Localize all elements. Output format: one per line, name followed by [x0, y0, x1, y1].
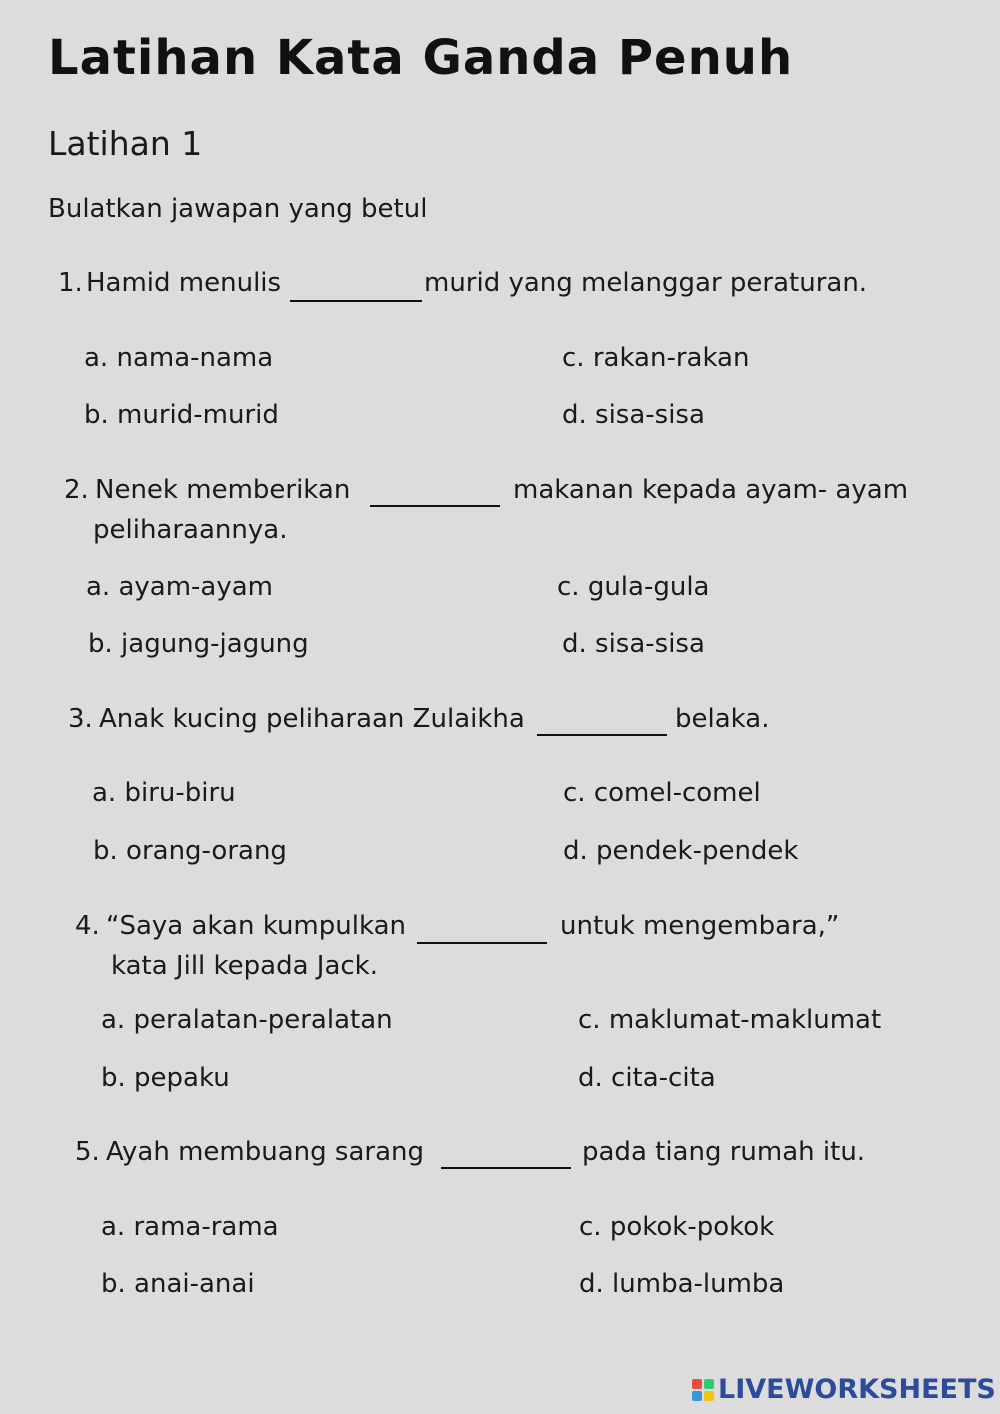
- option-d[interactable]: d. pendek-pendek: [563, 836, 799, 866]
- answer-blank: [537, 734, 667, 736]
- question-text-after: untuk mengembara,”: [560, 911, 840, 941]
- option-c[interactable]: c. comel-comel: [563, 778, 761, 808]
- question-text-before: Anak kucing peliharaan Zulaikha: [99, 704, 525, 734]
- option-c[interactable]: c. rakan-rakan: [562, 343, 750, 373]
- question-text-after: murid yang melanggar peraturan.: [424, 268, 868, 298]
- question-text-after: makanan kepada ayam- ayam: [513, 475, 909, 505]
- question-text-before: “Saya akan kumpulkan: [106, 911, 406, 941]
- option-b[interactable]: b. pepaku: [101, 1063, 230, 1093]
- question-text-after: belaka.: [675, 704, 770, 734]
- liveworksheets-logo[interactable]: [692, 1374, 996, 1405]
- option-c[interactable]: c. maklumat-maklumat: [578, 1005, 882, 1035]
- option-b[interactable]: b. anai-anai: [101, 1269, 255, 1299]
- exercise-subtitle: Latihan 1: [48, 124, 203, 163]
- option-a[interactable]: a. peralatan-peralatan: [101, 1005, 393, 1035]
- instruction-text: Bulatkan jawapan yang betul: [48, 194, 428, 224]
- option-d[interactable]: d. cita-cita: [578, 1063, 716, 1093]
- question-number: 2.: [64, 475, 89, 505]
- question-number: 1.: [58, 268, 83, 298]
- option-a[interactable]: a. biru-biru: [92, 778, 236, 808]
- question-number: 4.: [75, 911, 100, 941]
- question-text-continuation: peliharaannya.: [93, 515, 288, 545]
- answer-blank: [290, 300, 422, 302]
- logo-text: LIVEWORKSHEETS: [718, 1374, 996, 1405]
- option-d[interactable]: d. sisa-sisa: [562, 400, 705, 430]
- answer-blank: [441, 1167, 571, 1169]
- answer-blank: [370, 505, 500, 507]
- option-b[interactable]: b. jagung-jagung: [88, 629, 309, 659]
- option-c[interactable]: c. gula-gula: [557, 572, 710, 602]
- option-c[interactable]: c. pokok-pokok: [579, 1212, 775, 1242]
- option-a[interactable]: a. nama-nama: [84, 343, 274, 373]
- logo-grid-icon: [692, 1379, 714, 1401]
- option-a[interactable]: a. ayam-ayam: [86, 572, 274, 602]
- option-d[interactable]: d. sisa-sisa: [562, 629, 705, 659]
- question-number: 5.: [75, 1137, 100, 1167]
- answer-blank: [417, 942, 547, 944]
- option-a[interactable]: a. rama-rama: [101, 1212, 279, 1242]
- question-text-continuation: kata Jill kepada Jack.: [111, 951, 379, 981]
- question-text-before: Nenek memberikan: [95, 475, 351, 505]
- question-text-after: pada tiang rumah itu.: [582, 1137, 866, 1167]
- page-title: Latihan Kata Ganda Penuh: [48, 30, 794, 86]
- option-b[interactable]: b. orang-orang: [93, 836, 287, 866]
- question-number: 3.: [68, 704, 93, 734]
- option-b[interactable]: b. murid-murid: [84, 400, 279, 430]
- option-d[interactable]: d. lumba-lumba: [579, 1269, 785, 1299]
- question-text-before: Ayah membuang sarang: [106, 1137, 424, 1167]
- question-text-before: Hamid menulis: [86, 268, 282, 298]
